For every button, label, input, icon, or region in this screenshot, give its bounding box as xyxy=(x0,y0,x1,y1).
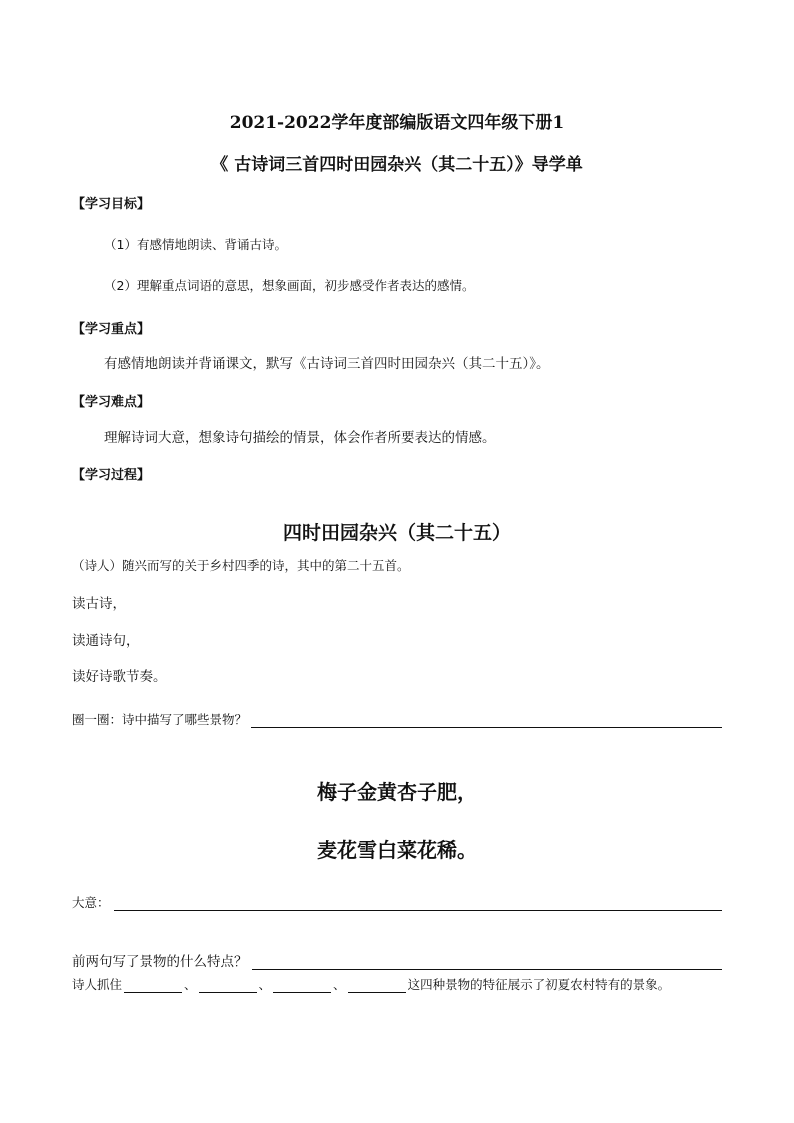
key-point-heading: 【学习重点】 xyxy=(72,322,151,337)
grasp-suffix: 这四种景物的特征展示了初夏农村特有的景象。 xyxy=(407,977,671,992)
goal-item-2: （2）理解重点词语的意思，想象画面，初步感受作者表达的感情。 xyxy=(104,278,475,293)
feature-answer-line[interactable] xyxy=(252,955,723,970)
poem-title: 四时田园杂兴（其二十五） xyxy=(282,522,511,544)
read-step-3: 读好诗歌节奏。 xyxy=(72,669,167,685)
circle-question-row xyxy=(72,710,722,728)
doc-title-line1: 2021-2022学年度部编版语文四年级下册1 xyxy=(229,113,565,133)
difficulty-text: 理解诗词大意，想象诗句描绘的情景，体会作者所要表达的情感。 xyxy=(104,430,496,446)
grasp-blank-1[interactable] xyxy=(124,978,182,993)
grasp-blank-2[interactable] xyxy=(199,978,257,993)
poem-verse-2: 麦花雪白菜花稀。 xyxy=(317,838,477,862)
grasp-blank-3[interactable] xyxy=(273,978,331,993)
doc-title-line2: 《 古诗词三首四时田园杂兴（其二十五）》导学单 xyxy=(211,155,583,175)
grasp-blank-4[interactable] xyxy=(348,978,406,993)
grasp-sep-3: 、 xyxy=(333,977,346,992)
feature-question-label: 前两句写了景物的什么特点？ xyxy=(72,954,248,970)
poem-verse-1: 梅子金黄杏子肥， xyxy=(317,780,477,804)
read-step-1: 读古诗， xyxy=(72,596,126,612)
grasp-sep-2: 、 xyxy=(258,977,272,992)
goals-heading: 【学习目标】 xyxy=(72,197,151,212)
circle-question-label: 圈一圈：诗中描写了哪些景物？ xyxy=(72,712,248,727)
circle-answer-line[interactable] xyxy=(251,713,722,728)
read-step-2: 读通诗句， xyxy=(72,633,140,649)
feature-question-row xyxy=(72,950,722,970)
difficulty-heading: 【学习难点】 xyxy=(72,395,151,410)
meaning-label: 大意： xyxy=(72,895,110,910)
process-heading: 【学习过程】 xyxy=(72,468,151,483)
meaning-row xyxy=(72,893,722,911)
grasp-prefix: 诗人抓住 xyxy=(72,977,123,992)
meaning-answer-line[interactable] xyxy=(114,896,722,911)
key-point-text: 有感情地朗读并背诵课文，默写《古诗词三首四时田园杂兴（其二十五）》。 xyxy=(104,356,550,372)
poem-intro: （诗人）随兴而写的关于乡村四季的诗，其中的第二十五首。 xyxy=(72,558,410,573)
goal-item-1: （1）有感情地朗读、背诵古诗。 xyxy=(104,237,287,252)
grasp-sentence xyxy=(72,975,670,993)
grasp-sep-1: 、 xyxy=(184,977,197,992)
